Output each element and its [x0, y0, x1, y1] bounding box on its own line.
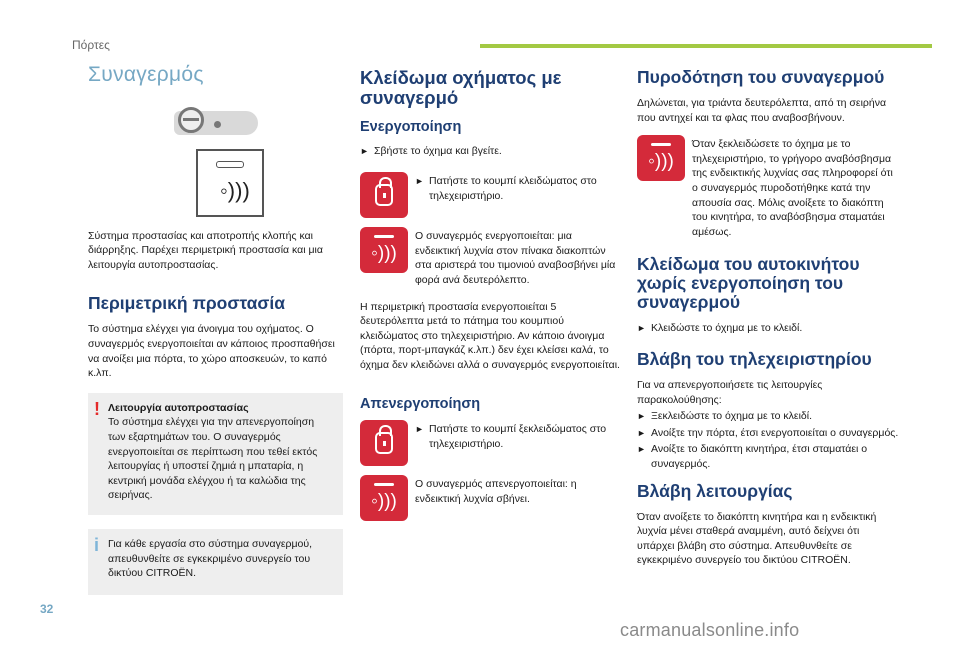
unlock-step-row [360, 420, 620, 466]
malfunction-text: Όταν ανοίξετε το διακόπτη κινητήρα και η ενδεικτική λυχνία μένει σταθερά αναμμένη, αυτό δείχνει ότι υπάρχει βλάβη στο σύστημα. Απευθυνθείτε σε εγκεκριμένο συνεργείο του δικτύου CITROËN. [637, 510, 877, 567]
remote-lock-icon [360, 172, 408, 218]
alarm-led-off-icon: ◦))) [360, 475, 408, 521]
press-unlock-text: Πατήστε το κουμπί ξεκλειδώματος στο τηλεχειριστήριο. [429, 423, 607, 450]
bullet-arrow-icon: ► [360, 145, 369, 156]
column-triggering [637, 62, 899, 577]
warning-icon: ! [94, 398, 100, 419]
warning-box-title: Λειτουργία αυτοπροστασίας [108, 401, 249, 414]
bullet-arrow-icon: ► [637, 411, 646, 422]
remote-fault-step: ► Ξεκλειδώστε το όχημα με το κλειδί. [637, 410, 813, 423]
remote-fault-step: ► Ανοίξτε το διακόπτη κινητήρα, έτσι σταματάει ο συναγερμός. [637, 443, 868, 470]
remote-fault-intro: Για να απενεργοποιήσετε τις λειτουργίες παρακολούθησης: [637, 378, 823, 406]
remote-fault-step: ► Ανοίξτε την πόρτα, έτσι ενεργοποιείται ο συναγερμός. [637, 426, 899, 439]
alarm-led-icon: ◦))) [360, 227, 408, 273]
perimeter-text: Το σύστημα ελέγχει για άνοιγμα του οχήματος. Ο συναγερμός ενεργοποιείται αν κάποιος προσπαθήσει να ανοίξει μια πόρτα, το χώρο αποσκευών, το καπό κ.λπ. [88, 323, 335, 380]
watermark: carmanualsonline.info [620, 620, 800, 640]
info-box [88, 529, 343, 595]
led-blink-text: Ο συναγερμός ενεργοποιείται: μια ενδεικτική λυχνία στον πίνακα διακοπτών στα αριστερά του τιμονιού αναβοσβήνει μία φορά ανά δευτερόλεπτο. [415, 230, 616, 286]
remote-unlock-icon [360, 420, 408, 466]
warning-box [88, 393, 343, 515]
press-lock-text: Πατήστε το κουμπί κλειδώματος στο τηλεχειριστήριο. [429, 175, 597, 202]
perimeter-heading: Περιμετρική προστασία [88, 293, 286, 314]
trigger-led-text: Όταν ξεκλειδώσετε το όχημα με το τηλεχειριστήριο, το γρήγορο αναβόσβησμα της ενδεικτικής λυχνίας σας πληροφορεί ότι ο συναγερμός πυροδοτήθηκε κατά την απουσία σας. Μόλις ανοίξετε το διακόπτη του κινητήρα, το αναβόσβησμα σταματάει αμέσως. [692, 138, 893, 238]
led-blink-row [360, 227, 620, 287]
info-icon: i [94, 534, 100, 555]
activation-step: ► Σβήστε το όχημα και βγείτε. [360, 144, 502, 157]
alarm-intro: Σύστημα προστασίας και αποτροπής κλοπής και διάρρηξης. Παρέχει περιμετρική προστασία και μια λειτουργία αυτοπροστασίας. [88, 229, 323, 271]
warning-box-text: Το σύστημα ελέγχει για την απενεργοποίηση των εξαρτημάτων του. Ο συναγερμός ενεργοποιείται σε περίπτωση που τεθεί εκτός λειτουργίας ή υποστεί ζημιά η μπαταρία, η κεντρική μονάδα ελέγχου ή τα καλώδια της σειρήνας. [108, 416, 318, 502]
alarm-led-icon: ◦))) [637, 135, 685, 181]
column-locking [360, 62, 620, 530]
trigger-heading: Πυροδότηση του συναγερμού [637, 67, 885, 87]
volumetric-sensor-icon: ◦))) [220, 177, 250, 203]
dashboard-illustration [174, 105, 254, 141]
indicator-led-slot [216, 161, 244, 168]
perimeter-note: Η περιμετρική προστασία ενεργοποιείται 5 δευτερόλεπτα μετά το πάτημα του κουμπιού κλειδώματος στο τηλεχειριστήριο. Αν κάποιο άνοιγμα (πόρτα, πορτ-μπαγκάζ κ.λπ.) δεν έχει κλείσει καλά, το όχημα δεν κλειδώνει αλλά ο συναγερμός ενεργοποιείται. [360, 300, 620, 371]
lock-heading: Κλείδωμα οχήματος με συναγερμό [360, 67, 562, 108]
malfunction-heading: Βλάβη λειτουργίας [637, 480, 793, 501]
remote-fault-heading: Βλάβη του τηλεχειριστηρίου [637, 348, 872, 369]
led-off-row [360, 475, 620, 521]
alarm-switch-panel-illustration [196, 149, 264, 217]
bullet-arrow-icon: ► [415, 176, 424, 187]
header-accent-line [480, 44, 932, 48]
bullet-arrow-icon: ► [415, 424, 424, 435]
lock-without-alarm-heading: Κλείδωμα του αυτοκινήτου χωρίς ενεργοποίηση του συναγερμού [637, 254, 860, 313]
deactivation-heading: Απενεργοποίηση [360, 395, 481, 412]
activation-heading: Ενεργοποίηση [360, 119, 462, 135]
trigger-led-row [637, 135, 899, 239]
page-title: Συναγερμός [88, 63, 204, 86]
lock-without-alarm-step: ► Κλειδώστε το όχημα με το κλειδί. [637, 322, 803, 335]
info-box-text: Για κάθε εργασία στο σύστημα συναγερμού, απευθυνθείτε σε εγκεκριμένο συνεργείο του δικτύου CITROËN. [108, 537, 313, 580]
column-alarm [88, 62, 343, 609]
lock-step-row [360, 172, 620, 218]
trigger-text: Δηλώνεται, για τριάντα δευτερόλεπτα, από τη σειρήνα που αντηχεί και τα φλας που αναβοσβήνουν. [637, 97, 887, 124]
bullet-arrow-icon: ► [637, 444, 646, 455]
bullet-arrow-icon: ► [637, 323, 646, 334]
section-label: Πόρτες [72, 38, 110, 52]
page-number: 32 [40, 602, 54, 616]
bullet-arrow-icon: ► [637, 427, 646, 438]
led-off-text: Ο συναγερμός απενεργοποιείται: η ενδεικτική λυχνία σβήνει. [415, 478, 577, 505]
steering-wheel-icon [178, 107, 204, 133]
